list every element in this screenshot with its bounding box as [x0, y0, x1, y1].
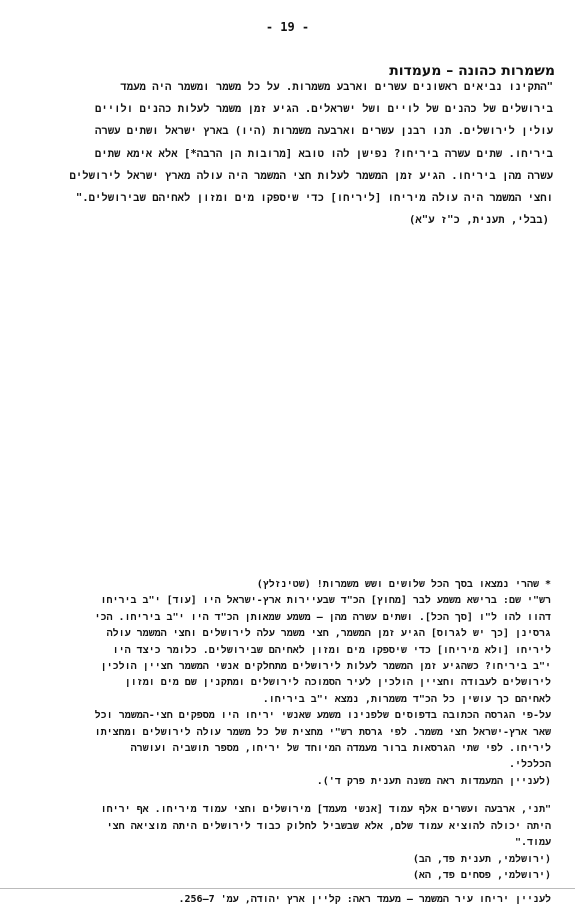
footnote-line: י"ב ביריחו? כשהגיע זמן המשמר לעלות לירושלים מתחלקים אנשי המשמר חציין הולכין	[100, 661, 551, 673]
footnote-line: ליריחו [ולא מיריחו] כדי שיספקו מים ומזון לאחיהם שבירושלים. כלומר כיצד היו	[112, 644, 551, 656]
main-line: "התקינו נביאים ראשונים עשרים וארבע משמרות. על כל משמר ומשמר היה מעמד	[120, 81, 553, 93]
footnote-line: לאחיהם כך עושין כל הכ"ד משמרות, נמצא י"ב ביריחו.	[262, 693, 551, 705]
footnote-line: לירושלים לעבודה וחציין הולכין לעיר הסמוכה לירושלים ומתקנין שם מים ומזון	[124, 677, 551, 689]
footnote-line: ליריחו. לפי שתי הגרסאות ברור מעמדה המיוחד של יריחו, מספר תושביה ועושרה	[130, 743, 551, 755]
source-citation: (ירושלמי, תענית פד, הב)	[412, 853, 551, 865]
footnote-line: הכלכלי.	[508, 759, 551, 771]
bottom-edge	[0, 888, 575, 889]
section-heading: משמרות כהונה – מעמדות	[389, 63, 555, 79]
main-line: וחצי המשמר היה עולה מיריחו [ליריחו] כדי שיספקו מים ומזון לאחיהם שבירושלים."	[75, 192, 553, 205]
footnote-line: דהוו להו ל"ו [סך הכל]. ושתים עשרה מהן – משמע שמאותן הכ"ד היו י"ב ביריחו. הכי	[94, 611, 551, 623]
quote-line: עמוד."	[514, 837, 551, 849]
main-line: בירושלים של כהנים של לויים ושל ישראלים. הגיע זמן משמר לעלות כהנים ולויים	[95, 103, 553, 116]
footnote-line: שאר ארץ-ישראל חצי משמר. לפי גרסת רש"י מחצית של כל משמר עולה לירושלים ומחציתו	[94, 726, 551, 738]
source-citation: (ירושלמי, פסחים פד, הא)	[412, 869, 551, 881]
footnote-line: רש"י שם: ברישא משמע לבר [מחוץ] הכ"ד שבעיירות ארץ-ישראל היו [עוד] י"ב ביריחו	[100, 595, 551, 607]
footnote-line: על-פי הגרסה הכתובה בדפוסים שלפנינו משמע שאנשי יריחו היו מספקים חצי-המשמר וכל	[94, 710, 551, 722]
main-line: עשרה מהן ביריחו. הגיע זמן המשמר לעלות חצי המשמר היה עולה מארץ ישראל לירושלים	[69, 169, 553, 182]
footnote-line: (לעניין המעמדות ראה משנה תענית פרק ד').	[316, 775, 551, 787]
footnote-line: * שהרי נמצאו בסך הכל שלושים ושש משמרות! (שטינזלץ)	[256, 579, 551, 590]
footnote-line: גרסינן [כך יש לגרוס] הגיע זמן המשמר, חצי משמר עלה לירושלים וחצי המשמר עולה	[106, 628, 551, 640]
main-line: עולין לירושלים. תנו רבנן עשרים וארבעה משמרות (היו) בארץ ישראל ושתים עשרה	[94, 125, 553, 138]
quote-line: היתה יכולה להוציא עמוד שלם, אלא שבשביל לחלוק כבוד לירושלים היתה מוציאה חצי	[106, 820, 551, 832]
final-reference: לעניין יריחו עיר המשמר – מעמד ראה: קליין ארץ יהודה, עמ' 7–256.	[178, 894, 551, 906]
spacer	[16, 790, 551, 802]
page-number: - 19 -	[265, 20, 310, 34]
quote-line: "תני, ארבעה ועשרים אלף עמוד [אנשי מעמד] מירושלים וחצי עמוד מיריחו. אף יריחו	[100, 804, 551, 816]
main-line: ביריחו. שתים עשרה ביריחו? נפישן להו טובא [מרובות הן הרבה*] אלא אימא שתים	[94, 147, 553, 160]
main-citation: (בבלי, תענית, כ"ז ע"א)	[408, 214, 549, 227]
main-quote	[13, 76, 553, 231]
footnote-block	[16, 577, 551, 909]
